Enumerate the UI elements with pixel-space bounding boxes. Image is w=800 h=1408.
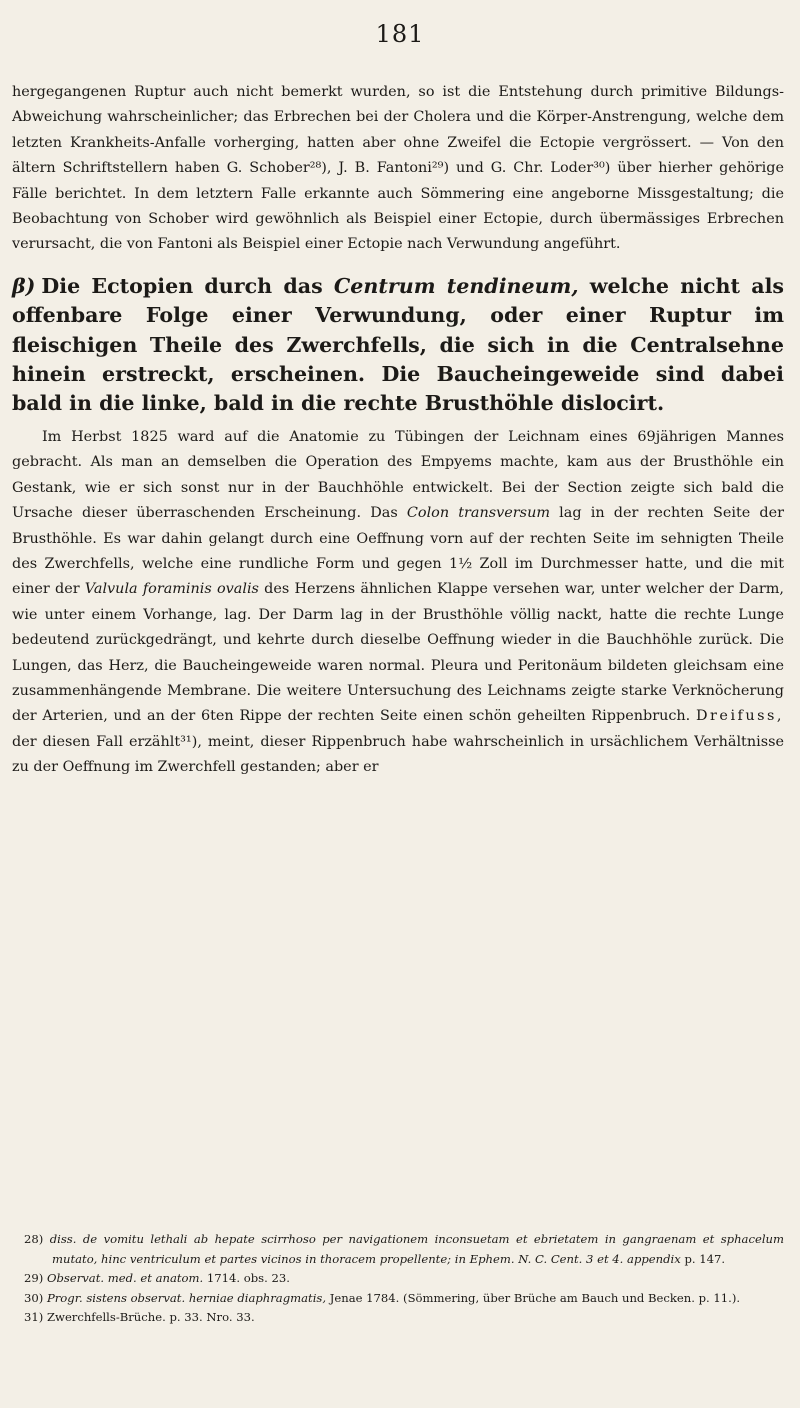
footnote (24, 1230, 784, 1269)
footnote-number: 29) (24, 1271, 44, 1286)
case-text-a: Im Herbst 1825 ward auf die Anatomie zu Tübingen der Leichnam eines 69jährigen Mannes gebracht. Als man an demselben die Operation des Empyems machte, kam aus der Brusthöhle ein Gestank, wie er sich sonst nur in der Bauchhöhle entwickelt. Bei der Section zeigte sich bald die Ursache dieser überraschenden Erscheinung. Das (12, 428, 784, 522)
footnotes (24, 1230, 784, 1328)
footnote-ref: Jenae 1784. (Sömmering, über Brüche am Bauch und Becken. p. 11.). (329, 1290, 741, 1305)
page-number: 181 (375, 20, 425, 48)
section-label: β) (12, 273, 36, 298)
author-dreifuss: Dreifuss, (696, 708, 784, 725)
paragraph-case-report (12, 425, 784, 781)
section-heading-beta (12, 272, 784, 419)
footnote (24, 1269, 784, 1289)
footnote-ref: Zwerchfells-Brüche. p. 33. Nro. 33. (46, 1310, 255, 1325)
footnote-number: 30) (24, 1290, 44, 1305)
case-text-d: der diesen Fall erzählt³¹), meint, dieser Rippenbruch habe wahrscheinlich in ursächlichem Verhältnisse zu der Oeffnung im Zwerchfell gestanden; aber er (12, 733, 784, 776)
case-text-b: lag in der rechten Seite der Brusthöhle. Es war dahin gelangt durch eine Oeffnung vorn auf der rechten Seite im sehnigten Theile des Zwerchfells, welche eine rundliche Form und gegen 1½ Zoll im Durchmesser hatte, und die mit einer der (12, 505, 785, 598)
paragraph-continued: hergegangenen Ruptur auch nicht bemerkt wurden, so ist die Entstehung durch primitive Bildungs-Abweichung wahrscheinlicher; das Erbrechen bei der Cholera und die Körper-Anstrengung, welche dem letzten Krankheits-Anfalle vorherging, hatten aber ohne Zweifel die Ectopie vergrössert. — Von den ältern Schriftstellern haben G. Schober²⁸), J. B. Fantoni²⁹) und G. Chr. Loder³⁰) über hierher gehörige Fälle berichtet. In dem letztern Falle erkannte auch Sömmering eine angeborne Missgestaltung; die Beobachtung von Schober wird gewöhnlich als Beispiel einer Ectopie, durch übermässiges Erbrechen verursacht, die von Fantoni als Beispiel einer Ectopie nach Verwundung angeführt. (12, 84, 784, 253)
footnote-citation: diss. de vomitu lethali ab hepate scirrhoso per navigationem inconsuetam et ebrietatem in gangraenam et sphacelum mutato, hinc ventriculum et partes vicinos in thoracem propellente; in Ephem. N. C. Cent. 3 et 4. appendix (49, 1232, 784, 1266)
heading-term-centrum: Centrum tendineum, (333, 273, 579, 298)
footnote (24, 1289, 784, 1309)
case-text-c: des Herzens ähnlichen Klappe versehen war, unter welcher der Darm, wie unter einem Vorhange, lag. Der Darm lag in der Brusthöhle völlig nackt, hatte die rechte Lunge bedeutend zurückgedrängt, und kehrte durch dieselbe Oeffnung wieder in die Bauchhöhle zurück. Die Lungen, das Herz, die Baucheingeweide waren normal. Pleura und Peritonäum bildeten gleichsam eine zusammenhängende Membrane. Die weitere Untersuchung des Leichnams zeigte starke Verknöcherung der Arterien, und an der 6ten Rippe der rechten Seite einen schön geheilten Rippenbruch. (12, 581, 785, 725)
footnote-ref: p. 147. (684, 1251, 726, 1266)
footnote-citation: Observat. med. et anatom. (46, 1271, 204, 1286)
heading-text-b: welche nicht als offenbare Folge einer Verwundung, oder einer Ruptur im fleischigen Theile des Zwerchfells, die sich in die Centralsehne hinein erstreckt, erscheinen. Die Baucheingeweide sind dabei bald in die linke, bald in die rechte Brusthöhle dislocirt. (12, 273, 785, 416)
footnote-number: 28) (24, 1232, 44, 1246)
footnote (24, 1308, 784, 1328)
heading-text-a: Die Ectopien durch das (41, 273, 323, 298)
term-valvula: Valvula foraminis ovalis (84, 581, 259, 598)
term-colon-transversum: Colon transversum (406, 505, 550, 522)
footnote-ref: 1714. obs. 23. (206, 1271, 290, 1286)
page-body (12, 80, 784, 781)
footnote-number: 31) (24, 1310, 44, 1325)
footnote-citation: Progr. sistens observat. herniae diaphragmatis, (46, 1290, 327, 1305)
